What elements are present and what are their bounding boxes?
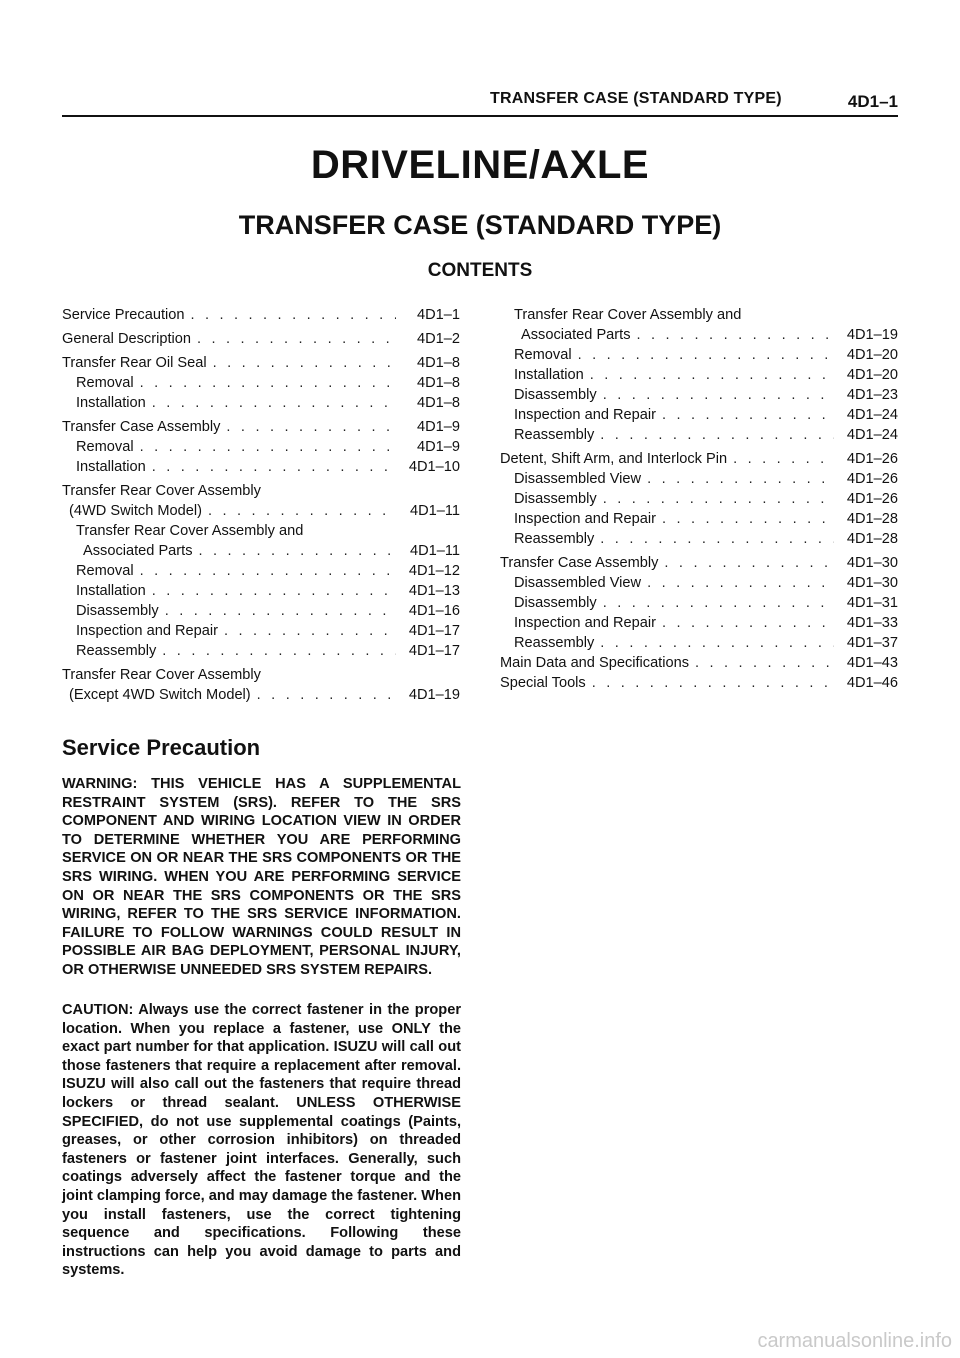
toc-entry[interactable]: [62, 329, 460, 349]
toc-leader-dots: [662, 509, 834, 529]
toc-entry-page: 4D1–13: [408, 583, 460, 599]
toc-entry-title: Disassembly: [514, 595, 597, 611]
toc-entry[interactable]: [62, 353, 460, 373]
toc-entry-title: Service Precaution: [62, 307, 185, 323]
toc-entry-title: Disassembled View: [514, 575, 642, 591]
toc-entry-page: 4D1–20: [846, 347, 898, 363]
toc-entry-page: 4D1–8: [416, 375, 460, 391]
toc-leader-dots: [600, 633, 834, 653]
toc-leader-dots: [208, 501, 396, 521]
toc-entry-page: 4D1–2: [416, 331, 460, 347]
contents-heading: CONTENTS: [427, 260, 533, 281]
toc-entry-title: Removal: [76, 375, 134, 391]
toc-entry-page: 4D1–9: [416, 419, 460, 435]
toc-leader-dots: [603, 489, 834, 509]
toc-leader-dots: [647, 573, 834, 593]
toc-entry[interactable]: [500, 673, 898, 693]
caution-paragraph: CAUTION: Always use the correct fastener in the proper location. When you replace a fastener, use ONLY the exact part number for that application. ISUZU will call out those fasteners that require a replacement after removal. ISUZU will also call out the fasteners that require thread lockers or thread sealant. UNLESS OTHERWISE SPECIFIED, do not use supplemental coatings (Paints, greases, or other corrosion inhibitors) on threaded fasteners or fastener joint interfaces. Generally, such coatings adversely affect the fastener torque and the joint clamping force, and may damage the fastener. When you install fasteners, use the correct tightening sequence and specifications. Following these instructions can help you avoid damage to parts and systems.: [62, 1002, 461, 1279]
toc-leader-dots: [213, 353, 396, 373]
toc-entry-page: 4D1–17: [408, 623, 460, 639]
toc-entry[interactable]: [500, 653, 898, 673]
toc-entry[interactable]: [62, 601, 460, 621]
toc-entry[interactable]: [62, 581, 460, 601]
toc-entry[interactable]: [500, 593, 898, 613]
toc-leader-dots: [257, 685, 396, 705]
toc-entry[interactable]: [62, 521, 460, 541]
toc-entry[interactable]: [62, 373, 460, 393]
toc-leader-dots: [162, 641, 396, 661]
toc-entry-page: 4D1–20: [846, 367, 898, 383]
toc-leader-dots: [592, 673, 834, 693]
toc-leader-dots: [199, 541, 396, 561]
toc-leader-dots: [140, 373, 396, 393]
toc-entry-page: 4D1–8: [416, 395, 460, 411]
running-header-title: TRANSFER CASE (STANDARD TYPE): [490, 90, 782, 107]
toc-entry[interactable]: [62, 641, 460, 661]
toc-entry-title: Installation: [514, 367, 584, 383]
toc-entry-page: 4D1–11: [409, 543, 460, 559]
toc-leader-dots: [140, 437, 396, 457]
toc-leader-dots: [733, 449, 834, 469]
toc-leader-dots: [603, 593, 834, 613]
toc-left-column: [62, 305, 460, 705]
toc-entry-page: 4D1–12: [408, 563, 460, 579]
toc-entry[interactable]: [500, 405, 898, 425]
toc-entry[interactable]: [500, 449, 898, 469]
toc-entry[interactable]: [62, 481, 460, 501]
toc-entry-page: 4D1–11: [409, 503, 460, 519]
toc-entry-title: Disassembled View: [514, 471, 642, 487]
toc-entry[interactable]: [62, 437, 460, 457]
toc-entry-title: Transfer Rear Cover Assembly and: [76, 523, 304, 539]
toc-entry-page: 4D1–24: [846, 407, 898, 423]
toc-entry[interactable]: [62, 393, 460, 413]
toc-entry-title: Transfer Rear Cover Assembly: [62, 667, 261, 683]
toc-entry-title: Special Tools: [500, 675, 586, 691]
page-number: 4D1–1: [847, 92, 898, 111]
toc-entry-page: 4D1–8: [416, 355, 460, 371]
toc-leader-dots: [140, 561, 396, 581]
toc-leader-dots: [578, 345, 834, 365]
toc-entry-page: 4D1–10: [408, 459, 460, 475]
toc-entry-title: Reassembly: [76, 643, 157, 659]
toc-right-column: [500, 305, 898, 693]
toc-entry[interactable]: [62, 541, 460, 561]
toc-entry[interactable]: [62, 685, 460, 705]
toc-entry-title: Reassembly: [514, 635, 595, 651]
toc-entry[interactable]: [500, 553, 898, 573]
toc-entry[interactable]: [500, 469, 898, 489]
toc-entry-page: 4D1–24: [846, 427, 898, 443]
toc-leader-dots: [664, 553, 834, 573]
toc-entry-page: 4D1–17: [408, 643, 460, 659]
toc-entry[interactable]: [500, 325, 898, 345]
toc-entry-page: 4D1–19: [408, 687, 460, 703]
toc-entry-page: 4D1–46: [846, 675, 898, 691]
toc-leader-dots: [152, 457, 396, 477]
toc-entry-title: Disassembly: [514, 387, 597, 403]
toc-entry-title: Inspection and Repair: [514, 511, 656, 527]
toc-entry-page: 4D1–26: [846, 491, 898, 507]
toc-entry-page: 4D1–43: [846, 655, 898, 671]
toc-entry-title: Inspection and Repair: [76, 623, 218, 639]
toc-entry[interactable]: [500, 489, 898, 509]
section-title: TRANSFER CASE (STANDARD TYPE): [238, 210, 722, 240]
toc-leader-dots: [152, 393, 396, 413]
toc-entry[interactable]: [62, 501, 460, 521]
toc-entry-page: 4D1–37: [846, 635, 898, 651]
toc-entry-page: 4D1–19: [846, 327, 898, 343]
toc-entry-title: Removal: [76, 439, 134, 455]
toc-entry-title: Transfer Case Assembly: [500, 555, 659, 571]
toc-leader-dots: [600, 529, 834, 549]
toc-entry[interactable]: [62, 621, 460, 641]
toc-entry-page: 4D1–9: [416, 439, 460, 455]
toc-leader-dots: [647, 469, 834, 489]
header-rule: [62, 115, 898, 117]
toc-entry-title: Associated Parts: [521, 327, 631, 343]
toc-entry-title: Inspection and Repair: [514, 407, 656, 423]
toc-entry[interactable]: [62, 561, 460, 581]
toc-entry-title: Transfer Rear Oil Seal: [62, 355, 207, 371]
toc-entry-title: Disassembly: [514, 491, 597, 507]
toc-leader-dots: [600, 425, 834, 445]
toc-entry-title: Installation: [76, 459, 146, 475]
toc-entry-page: 4D1–23: [846, 387, 898, 403]
toc-entry-title: Transfer Rear Cover Assembly and: [514, 307, 742, 323]
toc-entry-page: 4D1–30: [846, 555, 898, 571]
toc-leader-dots: [197, 329, 396, 349]
toc-entry-page: 4D1–1: [416, 307, 460, 323]
toc-entry-title: Transfer Rear Cover Assembly: [62, 483, 261, 499]
watermark: carmanualsonline.info: [757, 1330, 952, 1352]
toc-entry-title: Removal: [76, 563, 134, 579]
toc-entry-page: 4D1–30: [846, 575, 898, 591]
toc-leader-dots: [662, 405, 834, 425]
toc-entry-title: Disassembly: [76, 603, 159, 619]
toc-entry-title: Transfer Case Assembly: [62, 419, 221, 435]
toc-leader-dots: [152, 581, 396, 601]
toc-entry-page: 4D1–33: [846, 615, 898, 631]
toc-entry-title: (Except 4WD Switch Model): [69, 687, 251, 703]
toc-entry-page: 4D1–16: [408, 603, 460, 619]
toc-entry-page: 4D1–26: [846, 471, 898, 487]
service-precaution-heading: Service Precaution: [62, 735, 261, 760]
toc-leader-dots: [226, 417, 396, 437]
toc-leader-dots: [637, 325, 834, 345]
toc-leader-dots: [695, 653, 834, 673]
toc-entry[interactable]: [500, 305, 898, 325]
toc-leader-dots: [662, 613, 834, 633]
toc-entry[interactable]: [62, 417, 460, 437]
toc-entry[interactable]: [500, 529, 898, 549]
toc-entry[interactable]: [500, 385, 898, 405]
toc-entry[interactable]: [62, 665, 460, 685]
toc-entry[interactable]: [500, 509, 898, 529]
toc-leader-dots: [165, 601, 396, 621]
toc-leader-dots: [590, 365, 834, 385]
warning-paragraph: WARNING: THIS VEHICLE HAS A SUPPLEMENTAL RESTRAINT SYSTEM (SRS). REFER TO THE SRS COMPONENT AND WIRING LOCATION VIEW IN ORDER TO DETERMINE WHETHER YOU ARE PERFORMING SERVICE ON OR NEAR THE SRS COMPONENTS OR THE SRS WIRING. WHEN YOU ARE PERFORMING SERVICE ON OR NEAR THE SRS COMPONENTS OR THE SRS WIRING, REFER TO THE SRS SERVICE INFORMATION. FAILURE TO FOLLOW WARNINGS COULD RESULT IN POSSIBLE AIR BAG DEPLOYMENT, PERSONAL INJURY, OR OTHERWISE UNNEEDED SRS SYSTEM REPAIRS.: [62, 776, 461, 978]
toc-entry-title: (4WD Switch Model): [69, 503, 202, 519]
toc-entry[interactable]: [500, 573, 898, 593]
toc-entry-page: 4D1–31: [846, 595, 898, 611]
toc-entry-title: General Description: [62, 331, 191, 347]
toc-entry-title: Removal: [514, 347, 572, 363]
toc-entry-title: Installation: [76, 395, 146, 411]
toc-entry-title: Associated Parts: [83, 543, 193, 559]
toc-entry[interactable]: [500, 365, 898, 385]
toc-entry[interactable]: [62, 457, 460, 477]
toc-entry[interactable]: [500, 425, 898, 445]
chapter-title: DRIVELINE/AXLE: [310, 143, 650, 187]
toc-entry-title: Reassembly: [514, 427, 595, 443]
toc-leader-dots: [224, 621, 396, 641]
toc-entry[interactable]: [500, 345, 898, 365]
toc-entry-title: Reassembly: [514, 531, 595, 547]
toc-entry-title: Installation: [76, 583, 146, 599]
toc-entry[interactable]: [500, 633, 898, 653]
toc-leader-dots: [603, 385, 834, 405]
toc-entry-title: Inspection and Repair: [514, 615, 656, 631]
toc-entry-title: Main Data and Specifications: [500, 655, 690, 671]
toc-entry[interactable]: [62, 305, 460, 325]
toc-entry-title: Detent, Shift Arm, and Interlock Pin: [500, 451, 728, 467]
toc-entry-page: 4D1–28: [846, 531, 898, 547]
toc-entry-page: 4D1–26: [846, 451, 898, 467]
toc-entry-page: 4D1–28: [846, 511, 898, 527]
toc-leader-dots: [191, 305, 397, 325]
toc-entry[interactable]: [500, 613, 898, 633]
